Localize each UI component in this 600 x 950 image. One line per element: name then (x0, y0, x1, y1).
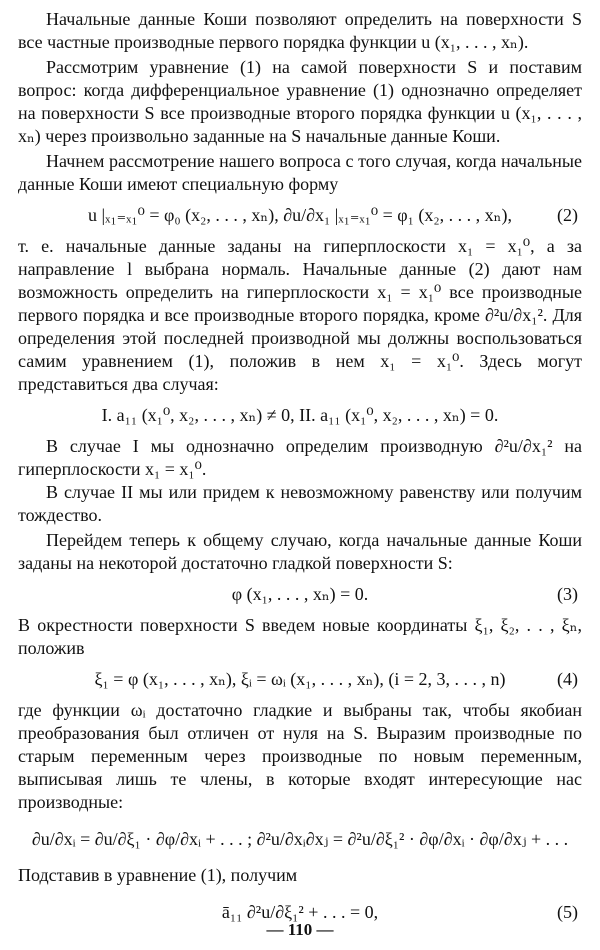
equation-4 (18, 668, 582, 691)
equation-derivatives (18, 826, 582, 852)
equation-2-number: (2) (557, 205, 578, 225)
equation-2 (18, 204, 582, 227)
equation-3 (18, 583, 582, 606)
equation-4-number: (4) (557, 669, 578, 689)
paragraph-special-form: Начнем рассмотрение нашего вопроса с того случая, когда начальные данные Коши имеют специальную форму (18, 151, 582, 194)
paragraph-general-case: Перейдем теперь к общему случаю, когда начальные данные Коши заданы на некоторой достаточно гладкой поверхности S: (18, 530, 582, 573)
equation-4-body: ξ₁ = φ (x₁, . . . , xₙ), ξᵢ = ωᵢ (x₁, . . . , xₙ), (i = 2, 3, . . . , n) (94, 669, 506, 689)
equation-5-body: ā₁₁ ∂²u/∂ξ₁² + . . . = 0, (221, 902, 379, 922)
equation-5-number: (5) (557, 902, 578, 922)
paragraph-hyperplane: т. е. начальные данные заданы на гиперплоскости x₁ = x₁⁰, а за направление l выбрана нормаль. Начальные данные (2) дают нам возможность определить на гиперплоскости x₁ = x₁⁰ все производные первого порядка и все производные второго порядка, кроме ∂²u/∂x₁². Для определения этой последней производной мы должны воспользоваться самим уравнением (1), положив в нем x₁ = x₁⁰. Здесь могут представиться два случая: (18, 236, 582, 394)
page-number: — 110 — (266, 920, 334, 939)
paragraph-cauchy-data: Начальные данные Коши позволяют определить на поверхности S все частные производные первого порядка функции u (x₁, . . . , xₙ). (18, 9, 582, 52)
equation-2-body: u |ₓ₁₌ₓ₁⁰ = φ₀ (x₂, . . . , xₙ), ∂u/∂x₁ |ₓ₁₌ₓ₁⁰ = φ₁ (x₂, . . . , xₙ), (88, 205, 512, 225)
paragraph-substitute: Подставив в уравнение (1), получим (18, 865, 298, 885)
paragraph-question: Рассмотрим уравнение (1) на самой поверхности S и поставим вопрос: когда дифференциальное уравнение (1) однозначно определяет на поверхности S все производные второго порядка функции u (x₁, . . . , xₙ) через произвольно заданные на S начальные данные Коши. (18, 57, 582, 146)
equation-derivatives-body: ∂u/∂xᵢ = ∂u/∂ξ₁ · ∂φ/∂xᵢ + . . . ; ∂²u/∂xᵢ∂xⱼ = ∂²u/∂ξ₁² · ∂φ/∂xᵢ · ∂φ/∂xⱼ + . . . (31, 829, 569, 849)
equation-3-body: φ (x₁, . . . , xₙ) = 0. (231, 584, 369, 604)
equation-cases (18, 404, 582, 427)
paragraph-case-1: В случае I мы однозначно определим производную ∂²u/∂x₁² на гиперплоскости x₁ = x₁⁰. (18, 436, 582, 479)
paragraph-jacobian: где функции ωᵢ достаточно гладкие и выбраны так, чтобы якобиан преобразования был отличен от нуля на S. Выразим производные по старым переменным через производные по новым переменным, выписывая лишь те члены, в которые входят интересующие нас производные: (18, 700, 582, 812)
paragraph-new-coordinates: В окрестности поверхности S введем новые координаты ξ₁, ξ₂, . . , ξₙ, положив (18, 615, 582, 658)
equation-cases-body: I. a₁₁ (x₁⁰, x₂, . . . , xₙ) ≠ 0, II. a₁₁ (x₁⁰, x₂, . . . , xₙ) = 0. (101, 405, 499, 425)
paragraph-case-2: В случае II мы или придем к невозможному равенству или получим тождество. (18, 482, 582, 525)
equation-3-number: (3) (557, 584, 578, 604)
